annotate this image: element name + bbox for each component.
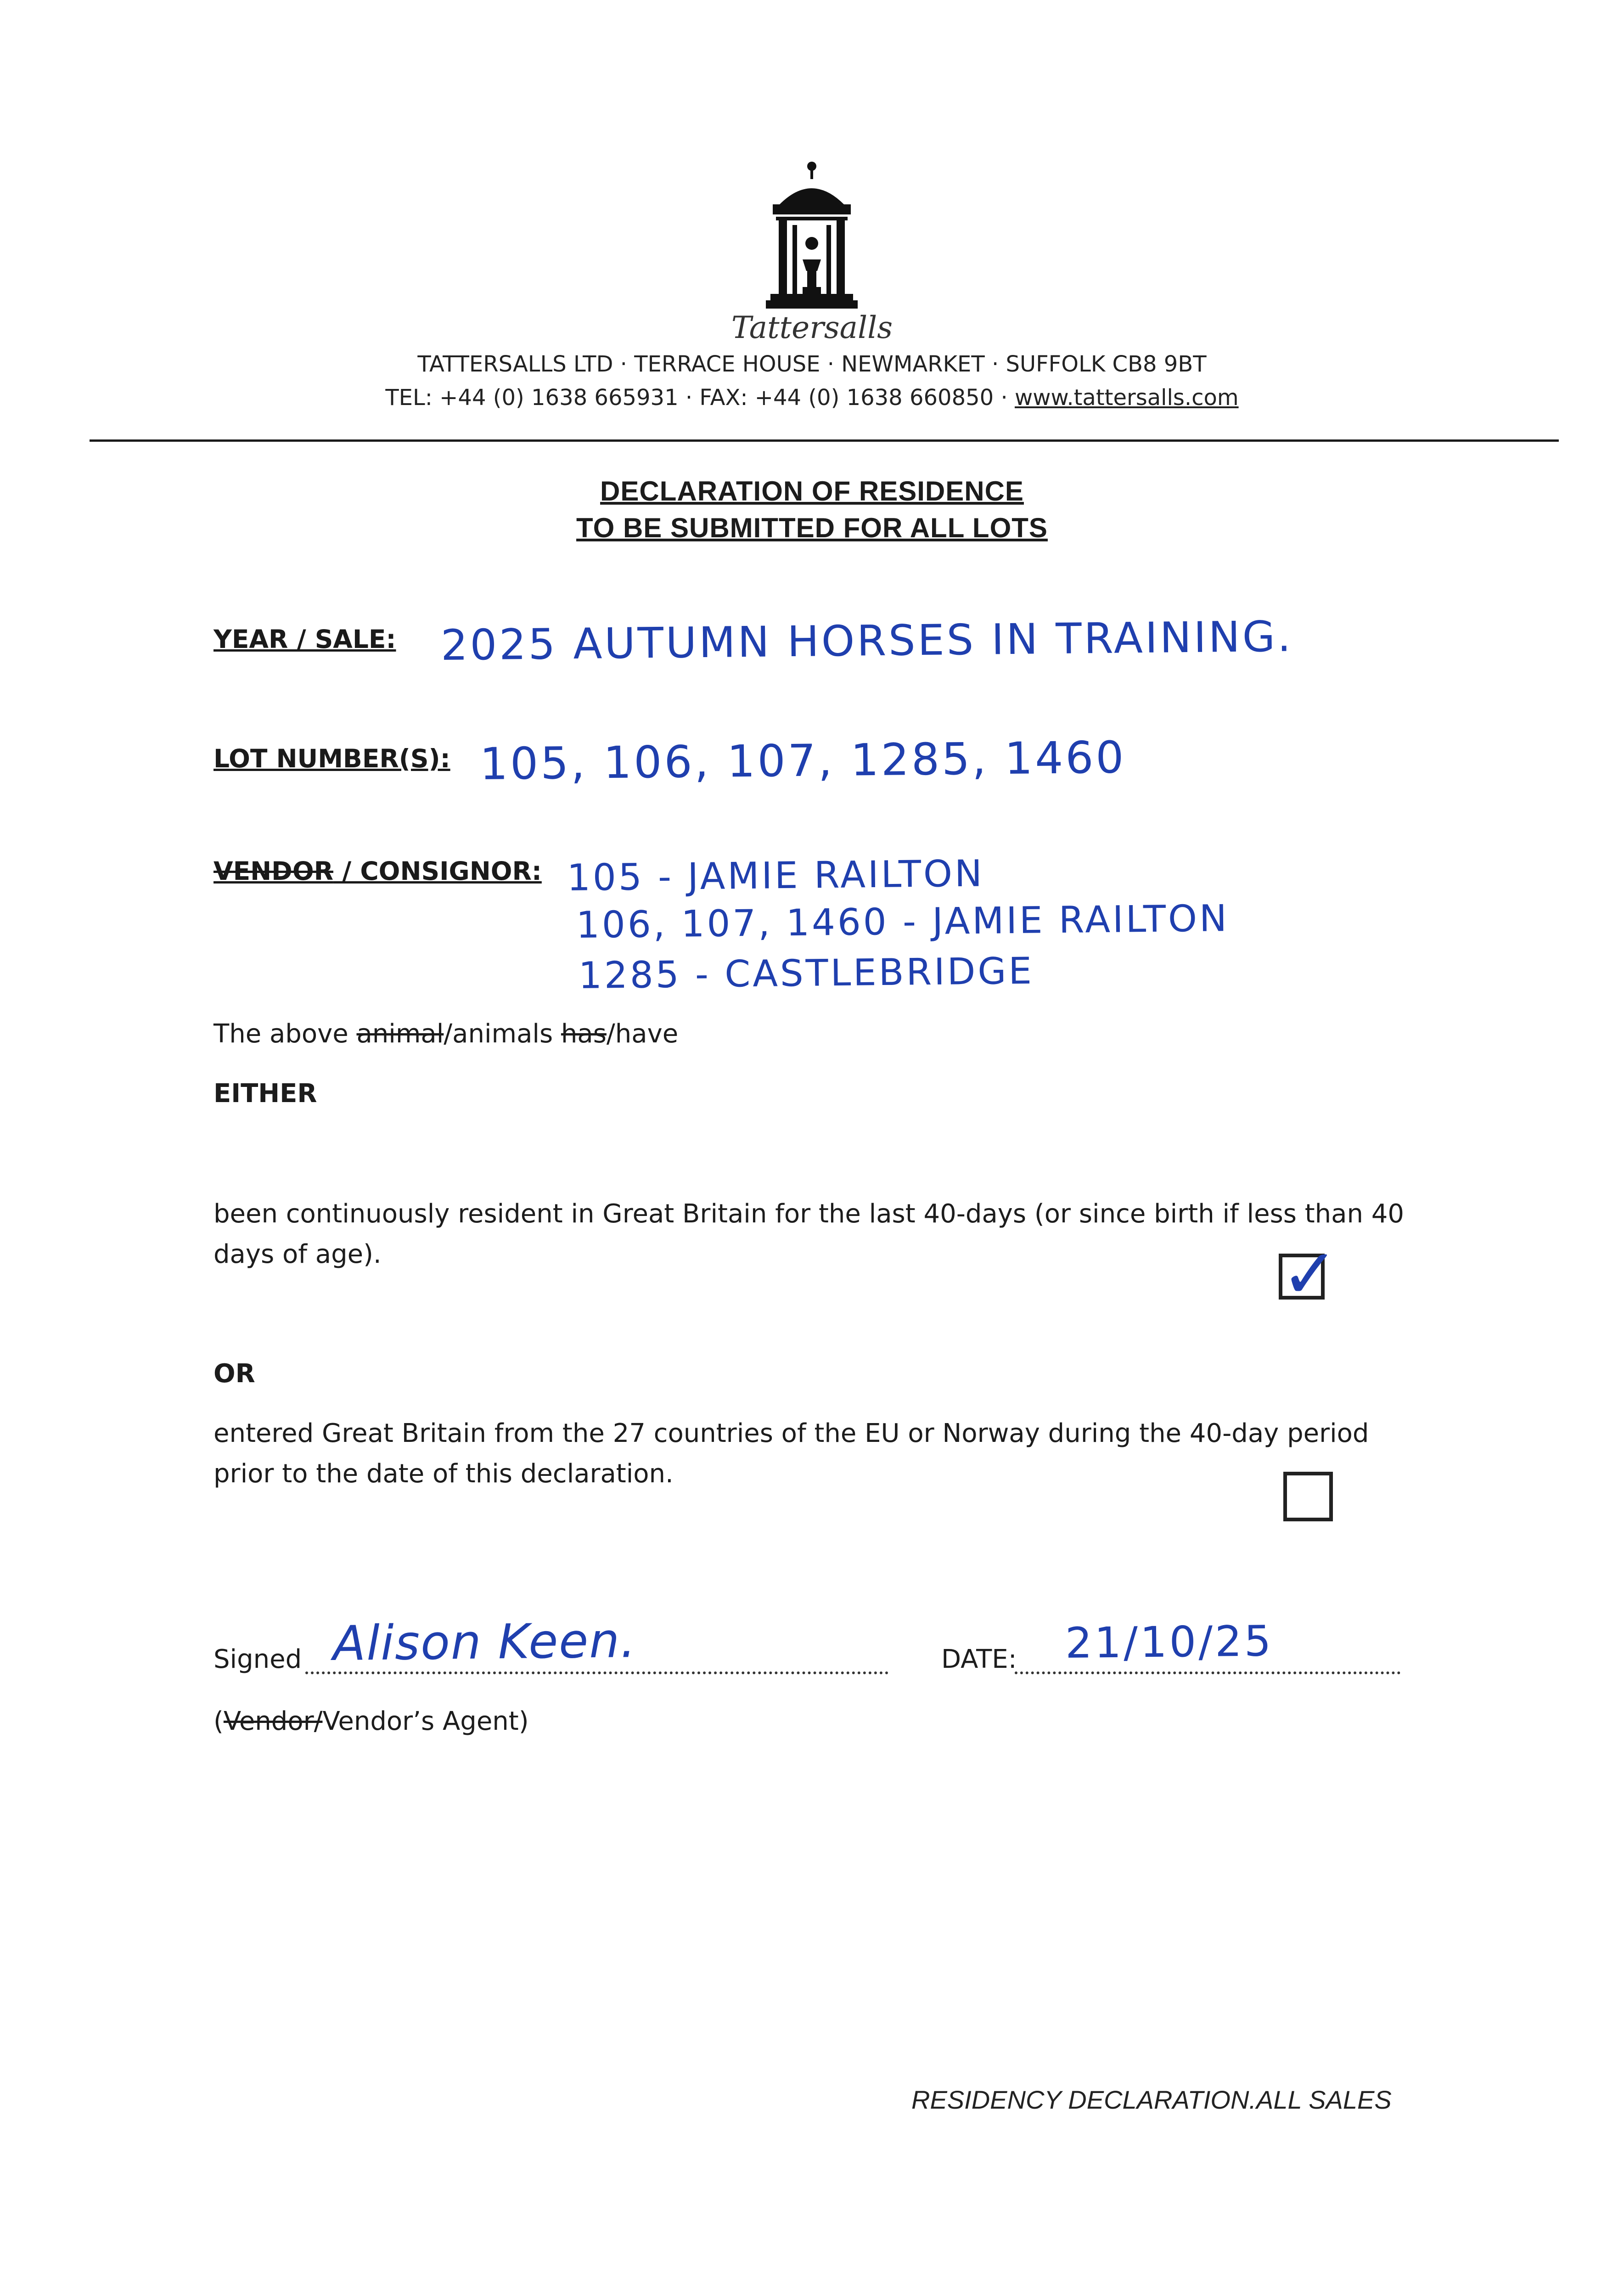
- signature-line: [305, 1671, 888, 1674]
- consignor-line: 105 - JAMIE RAILTON: [567, 852, 985, 899]
- consignor-line: 106, 107, 1460 - JAMIE RAILTON: [576, 897, 1230, 946]
- year-sale-value: 2025 AUTUMN HORSES IN TRAINING.: [440, 612, 1293, 670]
- consignor-label-text: / CONSIGNOR:: [333, 856, 542, 886]
- footer-label: RESIDENCY DECLARATION.ALL SALES: [911, 2085, 1392, 2114]
- signature-handwriting: Alison Keen.: [332, 1612, 637, 1671]
- either-text-line: been continuously resident in Great Britain for the last 40-days (or since birth if less than 40: [214, 1199, 1405, 1229]
- statement-middle: /animals: [444, 1019, 561, 1049]
- date-line: [1015, 1671, 1400, 1674]
- document-subtitle: TO BE SUBMITTED FOR ALL LOTS: [576, 512, 1048, 543]
- date-label: DATE:: [941, 1644, 1017, 1674]
- company-address: TATTERSALLS LTD · TERRACE HOUSE · NEWMARKET · SUFFOLK CB8 9BT: [417, 351, 1207, 377]
- statement-text: [214, 1014, 678, 1054]
- or-label: OR: [214, 1359, 255, 1389]
- role-open: (: [214, 1706, 224, 1736]
- statement-suffix: /have: [606, 1019, 679, 1049]
- role-agent: Vendor’s Agent): [322, 1706, 529, 1736]
- either-label: EITHER: [214, 1079, 317, 1109]
- tattersalls-logo-icon: [766, 161, 858, 312]
- signed-label: Signed: [214, 1644, 302, 1674]
- statement-struck-animal: animal: [356, 1019, 444, 1049]
- role-struck-vendor: Vendor/: [223, 1706, 323, 1736]
- either-text-line: days of age).: [214, 1239, 382, 1269]
- consignor-label: [214, 856, 542, 886]
- checkmark-icon: ✓: [1281, 1234, 1339, 1314]
- or-text-line: entered Great Britain from the 27 countries of the EU or Norway during the 40-day period: [214, 1418, 1369, 1448]
- vendor-struck-text: VENDOR: [214, 856, 333, 886]
- signer-role: [214, 1701, 529, 1742]
- date-value: 21/10/25: [1065, 1616, 1274, 1668]
- or-checkbox[interactable]: [1283, 1472, 1333, 1521]
- lot-numbers-label: LOT NUMBER(S):: [214, 744, 450, 773]
- statement-struck-has: has: [561, 1019, 607, 1049]
- website-link[interactable]: www.tattersalls.com: [1014, 385, 1239, 411]
- brand-name: Tattersalls: [731, 310, 893, 345]
- or-text-line: prior to the date of this declaration.: [214, 1459, 674, 1489]
- consignor-line: 1285 - CASTLEBRIDGE: [578, 949, 1034, 997]
- year-sale-label: YEAR / SALE:: [214, 625, 396, 654]
- statement-prefix: The above: [214, 1019, 357, 1049]
- document-title: DECLARATION OF RESIDENCE: [600, 476, 1024, 506]
- header-divider: [90, 439, 1559, 442]
- lot-numbers-value: 105, 106, 107, 1285, 1460: [479, 732, 1126, 790]
- company-contact: [0, 385, 1624, 411]
- contact-phone-fax: TEL: +44 (0) 1638 665931 · FAX: +44 (0) 1638 660850 ·: [385, 385, 1015, 411]
